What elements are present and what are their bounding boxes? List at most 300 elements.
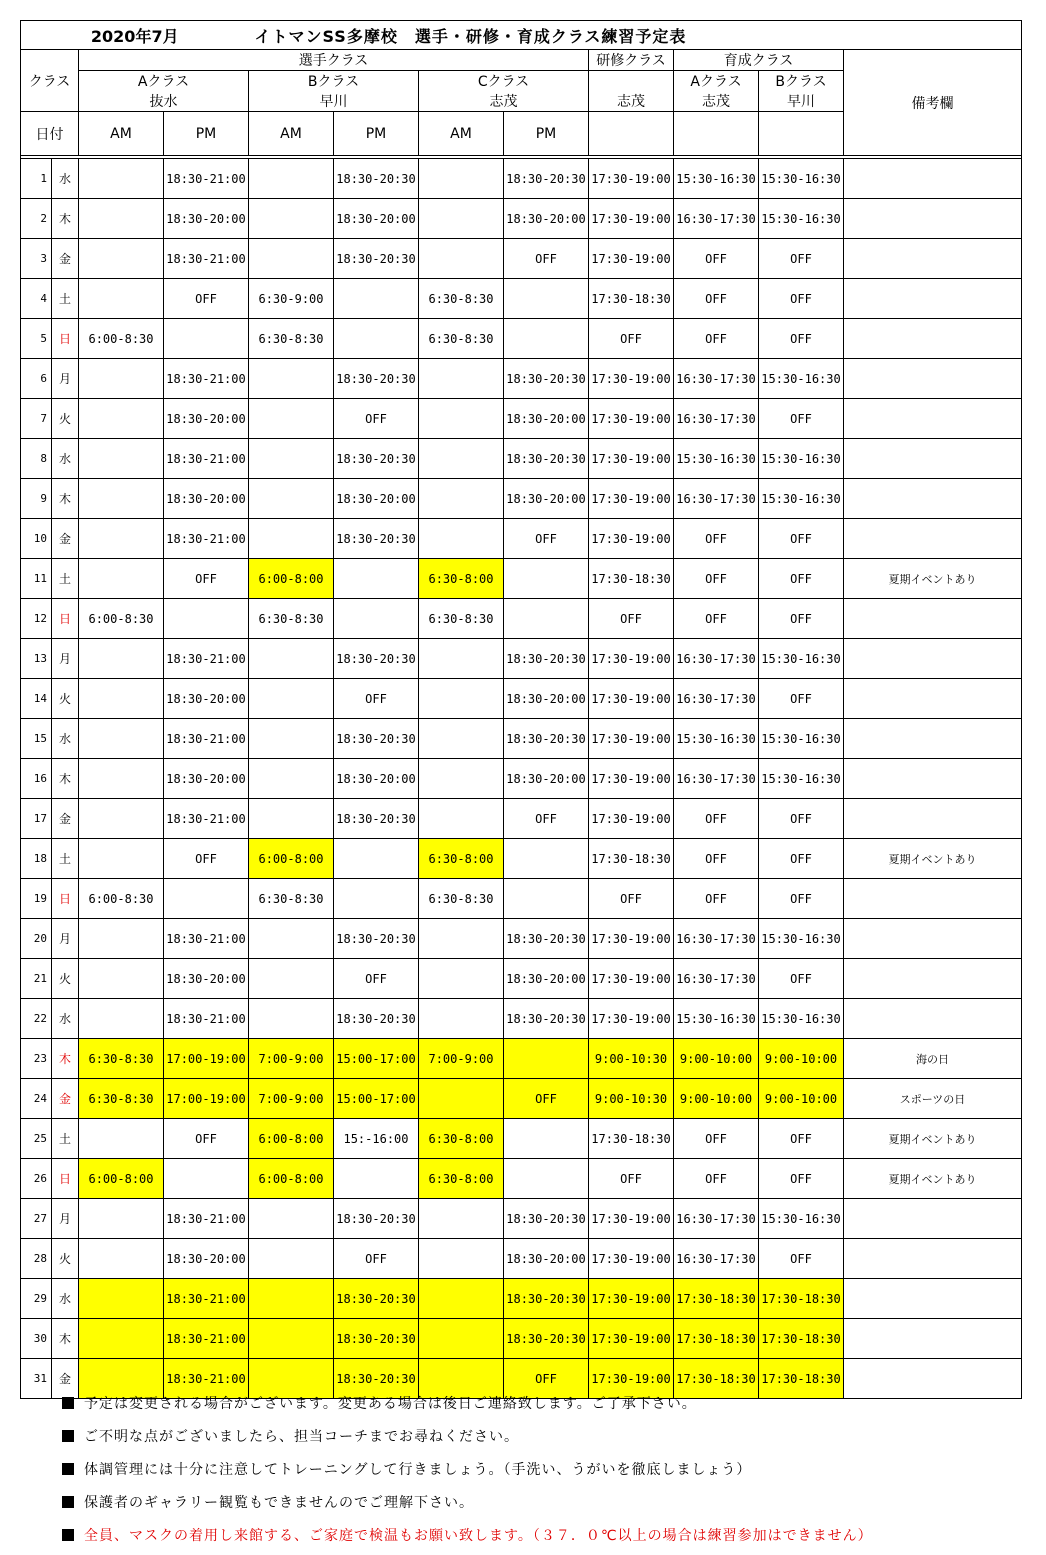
schedule-cell (249, 239, 334, 279)
table-row (21, 919, 1022, 959)
schedule-cell: 18:30-21:00 (164, 1319, 249, 1359)
note-item (62, 1390, 1042, 1423)
schedule-cell: 17:00-19:00 (164, 1039, 249, 1079)
pm-header: PM (504, 112, 589, 156)
schedule-cell (79, 359, 164, 399)
table-row (21, 839, 1022, 879)
weekday: 金 (52, 239, 79, 279)
schedule-cell (79, 1119, 164, 1159)
square-bullet-icon (62, 1430, 74, 1442)
schedule-cell (249, 1319, 334, 1359)
date-label: 日付 (21, 112, 79, 156)
day-number: 26 (21, 1159, 52, 1199)
empty-header (589, 112, 674, 156)
schedule-cell: 6:30-8:30 (419, 599, 504, 639)
schedule-cell: 17:30-19:00 (589, 919, 674, 959)
schedule-cell: 18:30-21:00 (164, 519, 249, 559)
schedule-cell (79, 679, 164, 719)
pm-header: PM (164, 112, 249, 156)
remarks-cell (844, 279, 1022, 319)
schedule-cell (164, 599, 249, 639)
schedule-cell: 18:30-21:00 (164, 1359, 249, 1399)
schedule-cell: 15:30-16:30 (759, 639, 844, 679)
schedule-cell: 9:00-10:30 (589, 1039, 674, 1079)
schedule-cell (79, 999, 164, 1039)
table-row (21, 559, 1022, 599)
schedule-cell: 6:00-8:00 (249, 559, 334, 599)
schedule-cell (249, 359, 334, 399)
schedule-cell: 18:30-21:00 (164, 919, 249, 959)
square-bullet-icon (62, 1463, 74, 1475)
schedule-cell: 17:30-19:00 (589, 1279, 674, 1319)
schedule-cell: 17:30-19:00 (589, 479, 674, 519)
schedule-cell (79, 839, 164, 879)
weekday: 火 (52, 679, 79, 719)
schedule-cell: 17:30-19:00 (589, 759, 674, 799)
schedule-cell: 15:30-16:30 (759, 719, 844, 759)
schedule-cell: 16:30-17:30 (674, 399, 759, 439)
schedule-cell (504, 279, 589, 319)
weekday: 土 (52, 279, 79, 319)
schedule-cell: 18:30-20:00 (504, 959, 589, 999)
weekday: 水 (52, 159, 79, 199)
schedule-cell: 15:30-16:30 (759, 479, 844, 519)
schedule-cell: 16:30-17:30 (674, 199, 759, 239)
remarks-cell (844, 199, 1022, 239)
schedule-cell: OFF (589, 599, 674, 639)
schedule-cell: OFF (759, 1239, 844, 1279)
weekday: 日 (52, 1159, 79, 1199)
schedule-cell: OFF (759, 799, 844, 839)
schedule-cell: 18:30-20:30 (504, 719, 589, 759)
schedule-cell: 18:30-20:30 (334, 1279, 419, 1319)
schedule-cell (79, 159, 164, 199)
schedule-cell (249, 1199, 334, 1239)
schedule-cell: 17:30-19:00 (589, 1239, 674, 1279)
schedule-cell (334, 559, 419, 599)
schedule-cell (79, 479, 164, 519)
schedule-cell (79, 1199, 164, 1239)
weekday: 木 (52, 199, 79, 239)
schedule-cell (79, 959, 164, 999)
remarks-cell (844, 1199, 1022, 1239)
table-row (21, 199, 1022, 239)
weekday: 火 (52, 399, 79, 439)
remarks-cell: 夏期イベントあり (844, 839, 1022, 879)
schedule-cell: 16:30-17:30 (674, 959, 759, 999)
schedule-cell: OFF (759, 279, 844, 319)
remarks-cell (844, 1239, 1022, 1279)
remarks-cell: 夏期イベントあり (844, 559, 1022, 599)
table-row (21, 1039, 1022, 1079)
day-number: 2 (21, 199, 52, 239)
schedule-cell: 18:30-20:30 (334, 439, 419, 479)
table-row (21, 959, 1022, 999)
table-row (21, 359, 1022, 399)
day-number: 24 (21, 1079, 52, 1119)
weekday: 金 (52, 799, 79, 839)
day-number: 21 (21, 959, 52, 999)
schedule-cell: 16:30-17:30 (674, 639, 759, 679)
schedule-cell: 17:30-18:30 (589, 559, 674, 599)
schedule-cell (334, 279, 419, 319)
coach-a: 抜水 (79, 91, 249, 112)
schedule-cell (79, 1279, 164, 1319)
day-number: 31 (21, 1359, 52, 1399)
schedule-cell: 17:30-19:00 (589, 239, 674, 279)
schedule-cell: 18:30-20:30 (334, 799, 419, 839)
schedule-cell (419, 679, 504, 719)
schedule-cell (419, 239, 504, 279)
day-number: 9 (21, 479, 52, 519)
remarks-cell (844, 919, 1022, 959)
weekday: 水 (52, 719, 79, 759)
day-number: 29 (21, 1279, 52, 1319)
remarks-cell (844, 679, 1022, 719)
schedule-cell: 6:00-8:30 (79, 599, 164, 639)
schedule-cell: 18:30-20:00 (164, 479, 249, 519)
day-number: 4 (21, 279, 52, 319)
schedule-cell (79, 639, 164, 679)
schedule-cell: 18:30-21:00 (164, 1199, 249, 1239)
schedule-cell: 18:30-21:00 (164, 159, 249, 199)
schedule-cell: 18:30-20:00 (164, 759, 249, 799)
table-row (21, 1199, 1022, 1239)
schedule-cell: 17:30-19:00 (589, 679, 674, 719)
schedule-cell: 7:00-9:00 (419, 1039, 504, 1079)
weekday: 月 (52, 359, 79, 399)
schedule-cell: 18:30-20:00 (164, 199, 249, 239)
day-number: 1 (21, 159, 52, 199)
weekday: 金 (52, 1079, 79, 1119)
schedule-cell: OFF (759, 1159, 844, 1199)
table-row (21, 1279, 1022, 1319)
schedule-cell (79, 759, 164, 799)
weekday: 土 (52, 839, 79, 879)
weekday: 木 (52, 479, 79, 519)
schedule-cell: 6:30-8:30 (419, 319, 504, 359)
schedule-cell: OFF (674, 839, 759, 879)
remarks-cell (844, 359, 1022, 399)
table-row (21, 159, 1022, 199)
schedule-cell: OFF (674, 519, 759, 559)
schedule-cell (79, 719, 164, 759)
note-text: ご不明な点がございましたら、担当コーチまでお尋ねください。 (84, 1429, 519, 1445)
table-row (21, 439, 1022, 479)
day-number: 3 (21, 239, 52, 279)
schedule-cell: 15:30-16:30 (759, 439, 844, 479)
schedule-cell: 18:30-20:30 (334, 239, 419, 279)
table-row (21, 999, 1022, 1039)
day-number: 16 (21, 759, 52, 799)
schedule-cell: 16:30-17:30 (674, 919, 759, 959)
schedule-cell: 7:00-9:00 (249, 1079, 334, 1119)
table-row (21, 1319, 1022, 1359)
schedule-cell: OFF (504, 1079, 589, 1119)
coach-c: 志茂 (419, 91, 589, 112)
schedule-cell: 16:30-17:30 (674, 759, 759, 799)
schedule-cell: 17:30-19:00 (589, 959, 674, 999)
schedule-cell: 15:30-16:30 (674, 999, 759, 1039)
coach-b: 早川 (249, 91, 419, 112)
schedule-cell (249, 199, 334, 239)
group-name-b: Bクラス (249, 71, 419, 92)
table-row (21, 1239, 1022, 1279)
senshu-class-header: 選手クラス (79, 50, 589, 71)
schedule-cell: 18:30-20:30 (504, 159, 589, 199)
day-number: 18 (21, 839, 52, 879)
group-name-ikusei-a: Aクラス (674, 71, 759, 92)
group-name-a: Aクラス (79, 71, 249, 92)
day-number: 6 (21, 359, 52, 399)
schedule-cell: 18:30-20:00 (164, 679, 249, 719)
schedule-cell: OFF (334, 1239, 419, 1279)
schedule-cell (164, 879, 249, 919)
schedule-cell (419, 519, 504, 559)
schedule-cell: 17:30-19:00 (589, 199, 674, 239)
schedule-cell: OFF (504, 799, 589, 839)
schedule-cell: 18:30-20:00 (334, 759, 419, 799)
schedule-cell: 18:30-20:30 (334, 719, 419, 759)
day-number: 30 (21, 1319, 52, 1359)
coach-ikusei-b: 早川 (759, 91, 844, 112)
schedule-cell: 15:00-17:00 (334, 1079, 419, 1119)
schedule-cell: 18:30-20:30 (504, 1199, 589, 1239)
table-row (21, 639, 1022, 679)
schedule-cell: 16:30-17:30 (674, 679, 759, 719)
remarks-cell (844, 239, 1022, 279)
schedule-cell (419, 1319, 504, 1359)
schedule-cell: 18:30-20:30 (504, 999, 589, 1039)
table-row (21, 879, 1022, 919)
schedule-cell: 18:30-21:00 (164, 999, 249, 1039)
schedule-cell: 18:30-20:30 (334, 639, 419, 679)
schedule-cell (249, 399, 334, 439)
schedule-cell: 17:00-19:00 (164, 1079, 249, 1119)
remarks-cell (844, 959, 1022, 999)
schedule-cell (79, 399, 164, 439)
schedule-cell: OFF (504, 239, 589, 279)
day-number: 11 (21, 559, 52, 599)
schedule-cell (334, 319, 419, 359)
day-number: 5 (21, 319, 52, 359)
schedule-cell (504, 559, 589, 599)
schedule-cell (79, 439, 164, 479)
square-bullet-icon (62, 1529, 74, 1541)
schedule-cell: 6:30-8:30 (249, 879, 334, 919)
schedule-cell: 9:00-10:00 (674, 1039, 759, 1079)
schedule-cell: 9:00-10:00 (759, 1079, 844, 1119)
remarks-cell: スポーツの日 (844, 1079, 1022, 1119)
weekday: 火 (52, 1239, 79, 1279)
am-header: AM (419, 112, 504, 156)
weekday: 日 (52, 599, 79, 639)
schedule-cell: 7:00-9:00 (249, 1039, 334, 1079)
remarks-cell (844, 879, 1022, 919)
group-name-kenshu (589, 71, 674, 92)
remarks-cell (844, 639, 1022, 679)
schedule-cell: 18:30-20:30 (504, 439, 589, 479)
page-title: イトマンSS多摩校 選手・研修・育成クラス練習予定表 (249, 21, 1022, 50)
schedule-cell: OFF (759, 399, 844, 439)
schedule-cell: 18:30-20:30 (504, 359, 589, 399)
schedule-cell: 18:30-20:00 (334, 199, 419, 239)
schedule-cell: 17:30-19:00 (589, 159, 674, 199)
schedule-cell (249, 1239, 334, 1279)
remarks-cell (844, 799, 1022, 839)
am-header: AM (79, 112, 164, 156)
schedule-cell: 6:30-8:30 (419, 879, 504, 919)
schedule-cell: OFF (674, 559, 759, 599)
schedule-cell: OFF (759, 559, 844, 599)
ikusei-class-header: 育成クラス (674, 50, 844, 71)
schedule-cell: 15:00-17:00 (334, 1039, 419, 1079)
schedule-cell (249, 639, 334, 679)
table-row (21, 319, 1022, 359)
schedule-cell (334, 879, 419, 919)
schedule-cell: 17:30-19:00 (589, 439, 674, 479)
remarks-cell (844, 519, 1022, 559)
weekday: 日 (52, 319, 79, 359)
schedule-cell: 6:30-8:00 (419, 1119, 504, 1159)
note-text: 体調管理には十分に注意してトレーニングして行きましょう。（手洗い、うがいを徹底しましょう） (84, 1462, 752, 1478)
schedule-cell: 17:30-18:30 (759, 1279, 844, 1319)
schedule-cell: 9:00-10:00 (674, 1079, 759, 1119)
schedule-cell (249, 439, 334, 479)
schedule-cell: 6:30-8:00 (419, 1159, 504, 1199)
schedule-cell: OFF (674, 279, 759, 319)
schedule-cell: 17:30-18:30 (589, 1119, 674, 1159)
schedule-cell: OFF (759, 599, 844, 639)
weekday: 月 (52, 1199, 79, 1239)
schedule-cell (249, 159, 334, 199)
weekday: 金 (52, 519, 79, 559)
schedule-cell: OFF (674, 319, 759, 359)
schedule-cell: OFF (674, 799, 759, 839)
weekday: 木 (52, 1039, 79, 1079)
schedule-cell (249, 1279, 334, 1319)
schedule-cell: 18:30-21:00 (164, 239, 249, 279)
weekday: 土 (52, 1119, 79, 1159)
schedule-cell (419, 1239, 504, 1279)
schedule-cell (504, 599, 589, 639)
schedule-cell: 6:00-8:00 (249, 839, 334, 879)
schedule-cell (419, 759, 504, 799)
coach-ikusei-a: 志茂 (674, 91, 759, 112)
group-name-ikusei-b: Bクラス (759, 71, 844, 92)
schedule-cell: 17:30-19:00 (589, 519, 674, 559)
schedule-cell: 6:30-8:30 (79, 1039, 164, 1079)
day-number: 23 (21, 1039, 52, 1079)
schedule-cell: 17:30-18:30 (674, 1359, 759, 1399)
schedule-cell: 18:30-20:30 (334, 519, 419, 559)
schedule-cell: 17:30-19:00 (589, 399, 674, 439)
schedule-cell: 6:30-8:00 (419, 839, 504, 879)
schedule-cell: 6:00-8:00 (79, 1159, 164, 1199)
schedule-cell: 18:30-21:00 (164, 719, 249, 759)
schedule-cell (504, 319, 589, 359)
remarks-header: 備考欄 (844, 50, 1022, 156)
schedule-cell: OFF (164, 1119, 249, 1159)
schedule-cell: 18:30-20:30 (504, 1319, 589, 1359)
day-number: 15 (21, 719, 52, 759)
weekday: 木 (52, 1319, 79, 1359)
weekday: 木 (52, 759, 79, 799)
schedule-cell (334, 839, 419, 879)
schedule-cell (334, 599, 419, 639)
schedule-cell: OFF (674, 1119, 759, 1159)
empty-header (759, 112, 844, 156)
schedule-cell: 18:30-20:00 (504, 679, 589, 719)
day-number: 8 (21, 439, 52, 479)
schedule-cell (419, 199, 504, 239)
day-number: 12 (21, 599, 52, 639)
schedule-cell: 18:30-20:30 (504, 639, 589, 679)
schedule-cell: 15:30-16:30 (759, 919, 844, 959)
table-row (21, 799, 1022, 839)
schedule-cell: OFF (164, 559, 249, 599)
remarks-cell (844, 999, 1022, 1039)
schedule-cell (79, 199, 164, 239)
schedule-cell (419, 799, 504, 839)
remarks-cell (844, 759, 1022, 799)
schedule-cell: 6:30-8:30 (79, 1079, 164, 1119)
schedule-cell (79, 559, 164, 599)
schedule-cell: 6:00-8:30 (79, 319, 164, 359)
schedule-cell: OFF (759, 239, 844, 279)
table-row (21, 239, 1022, 279)
weekday: 月 (52, 919, 79, 959)
weekday: 土 (52, 559, 79, 599)
weekday: 水 (52, 439, 79, 479)
schedule-cell: 17:30-18:30 (759, 1359, 844, 1399)
schedule-cell (164, 1159, 249, 1199)
remarks-cell (844, 1279, 1022, 1319)
schedule-cell: 18:30-20:30 (334, 1199, 419, 1239)
schedule-cell: 17:30-19:00 (589, 1199, 674, 1239)
schedule-cell (249, 759, 334, 799)
schedule-cell (419, 719, 504, 759)
schedule-cell: OFF (674, 879, 759, 919)
schedule-cell: 17:30-18:30 (759, 1319, 844, 1359)
weekday: 日 (52, 879, 79, 919)
schedule-cell: 17:30-18:30 (674, 1319, 759, 1359)
schedule-cell: OFF (759, 879, 844, 919)
schedule-cell (249, 799, 334, 839)
schedule-cell (79, 279, 164, 319)
schedule-cell: OFF (759, 519, 844, 559)
weekday: 水 (52, 1279, 79, 1319)
remarks-cell (844, 479, 1022, 519)
schedule-cell (79, 239, 164, 279)
schedule-cell: 17:30-18:30 (674, 1279, 759, 1319)
remarks-cell: 海の日 (844, 1039, 1022, 1079)
table-row (21, 719, 1022, 759)
schedule-cell: OFF (334, 959, 419, 999)
schedule-cell (419, 1279, 504, 1319)
schedule-cell (249, 679, 334, 719)
weekday: 水 (52, 999, 79, 1039)
schedule-cell: OFF (674, 599, 759, 639)
schedule-cell (504, 839, 589, 879)
weekday: 火 (52, 959, 79, 999)
remarks-cell (844, 399, 1022, 439)
schedule-cell: 6:00-8:30 (79, 879, 164, 919)
schedule-cell: 17:30-19:00 (589, 719, 674, 759)
schedule-cell: OFF (504, 519, 589, 559)
schedule-cell: OFF (334, 679, 419, 719)
schedule-cell: 15:30-16:30 (759, 359, 844, 399)
